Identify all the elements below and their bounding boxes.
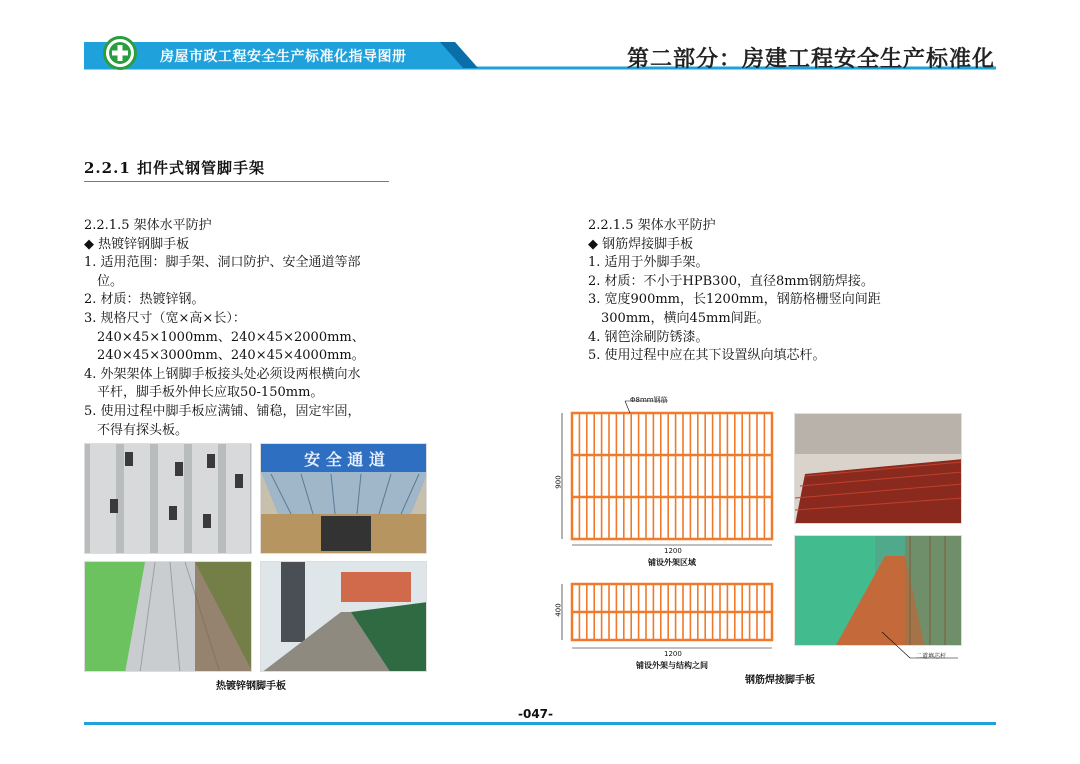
page-number: -047-	[518, 707, 554, 721]
left-line: 位。	[97, 273, 124, 289]
left-line: 240×45×3000mm、240×45×4000mm。	[97, 348, 365, 364]
drawing1-height: 900	[554, 475, 563, 489]
left-line: 1. 适用范围：脚手架、洞口防护、安全通道等部	[84, 255, 361, 271]
drawing2-width: 1200	[664, 650, 682, 658]
right-line: 300mm，横向45mm间距。	[601, 310, 770, 326]
photo-stacked-grates	[794, 413, 962, 524]
subsection-rule	[84, 181, 389, 182]
section-heading: 第二部分：房建工程安全生产标准化	[626, 46, 995, 72]
photo-safety-channel	[260, 443, 427, 554]
grate-drawing-small	[550, 578, 785, 658]
right-line: 4. 钢笆涂刷防锈漆。	[588, 329, 709, 345]
cross-icon	[106, 39, 134, 67]
photo-rooftop-walkway	[260, 561, 427, 672]
left-line: 4. 外架架体上钢脚手板接头处必须设两根横向水	[84, 366, 361, 382]
footer-rule	[84, 722, 996, 725]
drawing1-caption: 铺设外架区域	[648, 558, 696, 567]
drawing2-height: 400	[554, 603, 563, 617]
right-text-block	[588, 217, 881, 366]
filler-bar-label: 二道填芯杆	[916, 653, 947, 660]
right-line: 1. 适用于外脚手架。	[588, 255, 709, 271]
left-text-block	[84, 217, 365, 440]
grate-drawing-large	[550, 395, 785, 560]
right-heading: 2.2.1.5 架体水平防护	[588, 218, 716, 233]
left-line: 不得有探头板。	[97, 422, 189, 438]
left-heading: 2.2.1.5 架体水平防护	[84, 218, 212, 233]
drawing2-caption: 铺设外架与结构之间	[636, 661, 708, 670]
right-line: 3. 宽度900mm，长1200mm，钢筋格栅竖向间距	[588, 292, 881, 308]
right-caption: 钢筋焊接脚手板	[745, 675, 815, 686]
left-line: 240×45×1000mm、240×45×2000mm、	[97, 329, 365, 345]
left-line: 2. 材质：热镀锌钢。	[84, 292, 205, 308]
left-photo-caption: 热镀锌钢脚手板	[216, 681, 286, 692]
left-subheading: ◆ 热镀锌钢脚手板	[84, 236, 190, 252]
left-line: 平杆，脚手板外伸长应取50-150mm。	[97, 385, 324, 401]
photo-steel-planks-closeup	[84, 443, 252, 554]
header-logo	[103, 36, 137, 70]
safety-channel-sign: 安 全 通 道	[304, 450, 385, 469]
right-line: 2. 材质：不小于HPB300，直径8mm钢筋焊接。	[588, 273, 874, 289]
photo-green-net-walkway	[84, 561, 252, 672]
header-title: 房屋市政工程安全生产标准化指导图册	[160, 49, 407, 65]
right-line: 5. 使用过程中应在其下设置纵向填芯杆。	[588, 348, 826, 364]
subsection-title: 2.2.1 扣件式钢管脚手架	[84, 159, 265, 177]
left-line: 5. 使用过程中脚手板应满铺、铺稳，固定牢固，	[84, 403, 361, 419]
left-line: 3. 规格尺寸（宽×高×长）：	[84, 310, 246, 326]
right-subheading: ◆ 钢筋焊接脚手板	[588, 236, 694, 252]
drawing1-width: 1200	[664, 547, 682, 555]
drawing1-rebar-label: Φ8mm钢筋	[630, 396, 668, 404]
